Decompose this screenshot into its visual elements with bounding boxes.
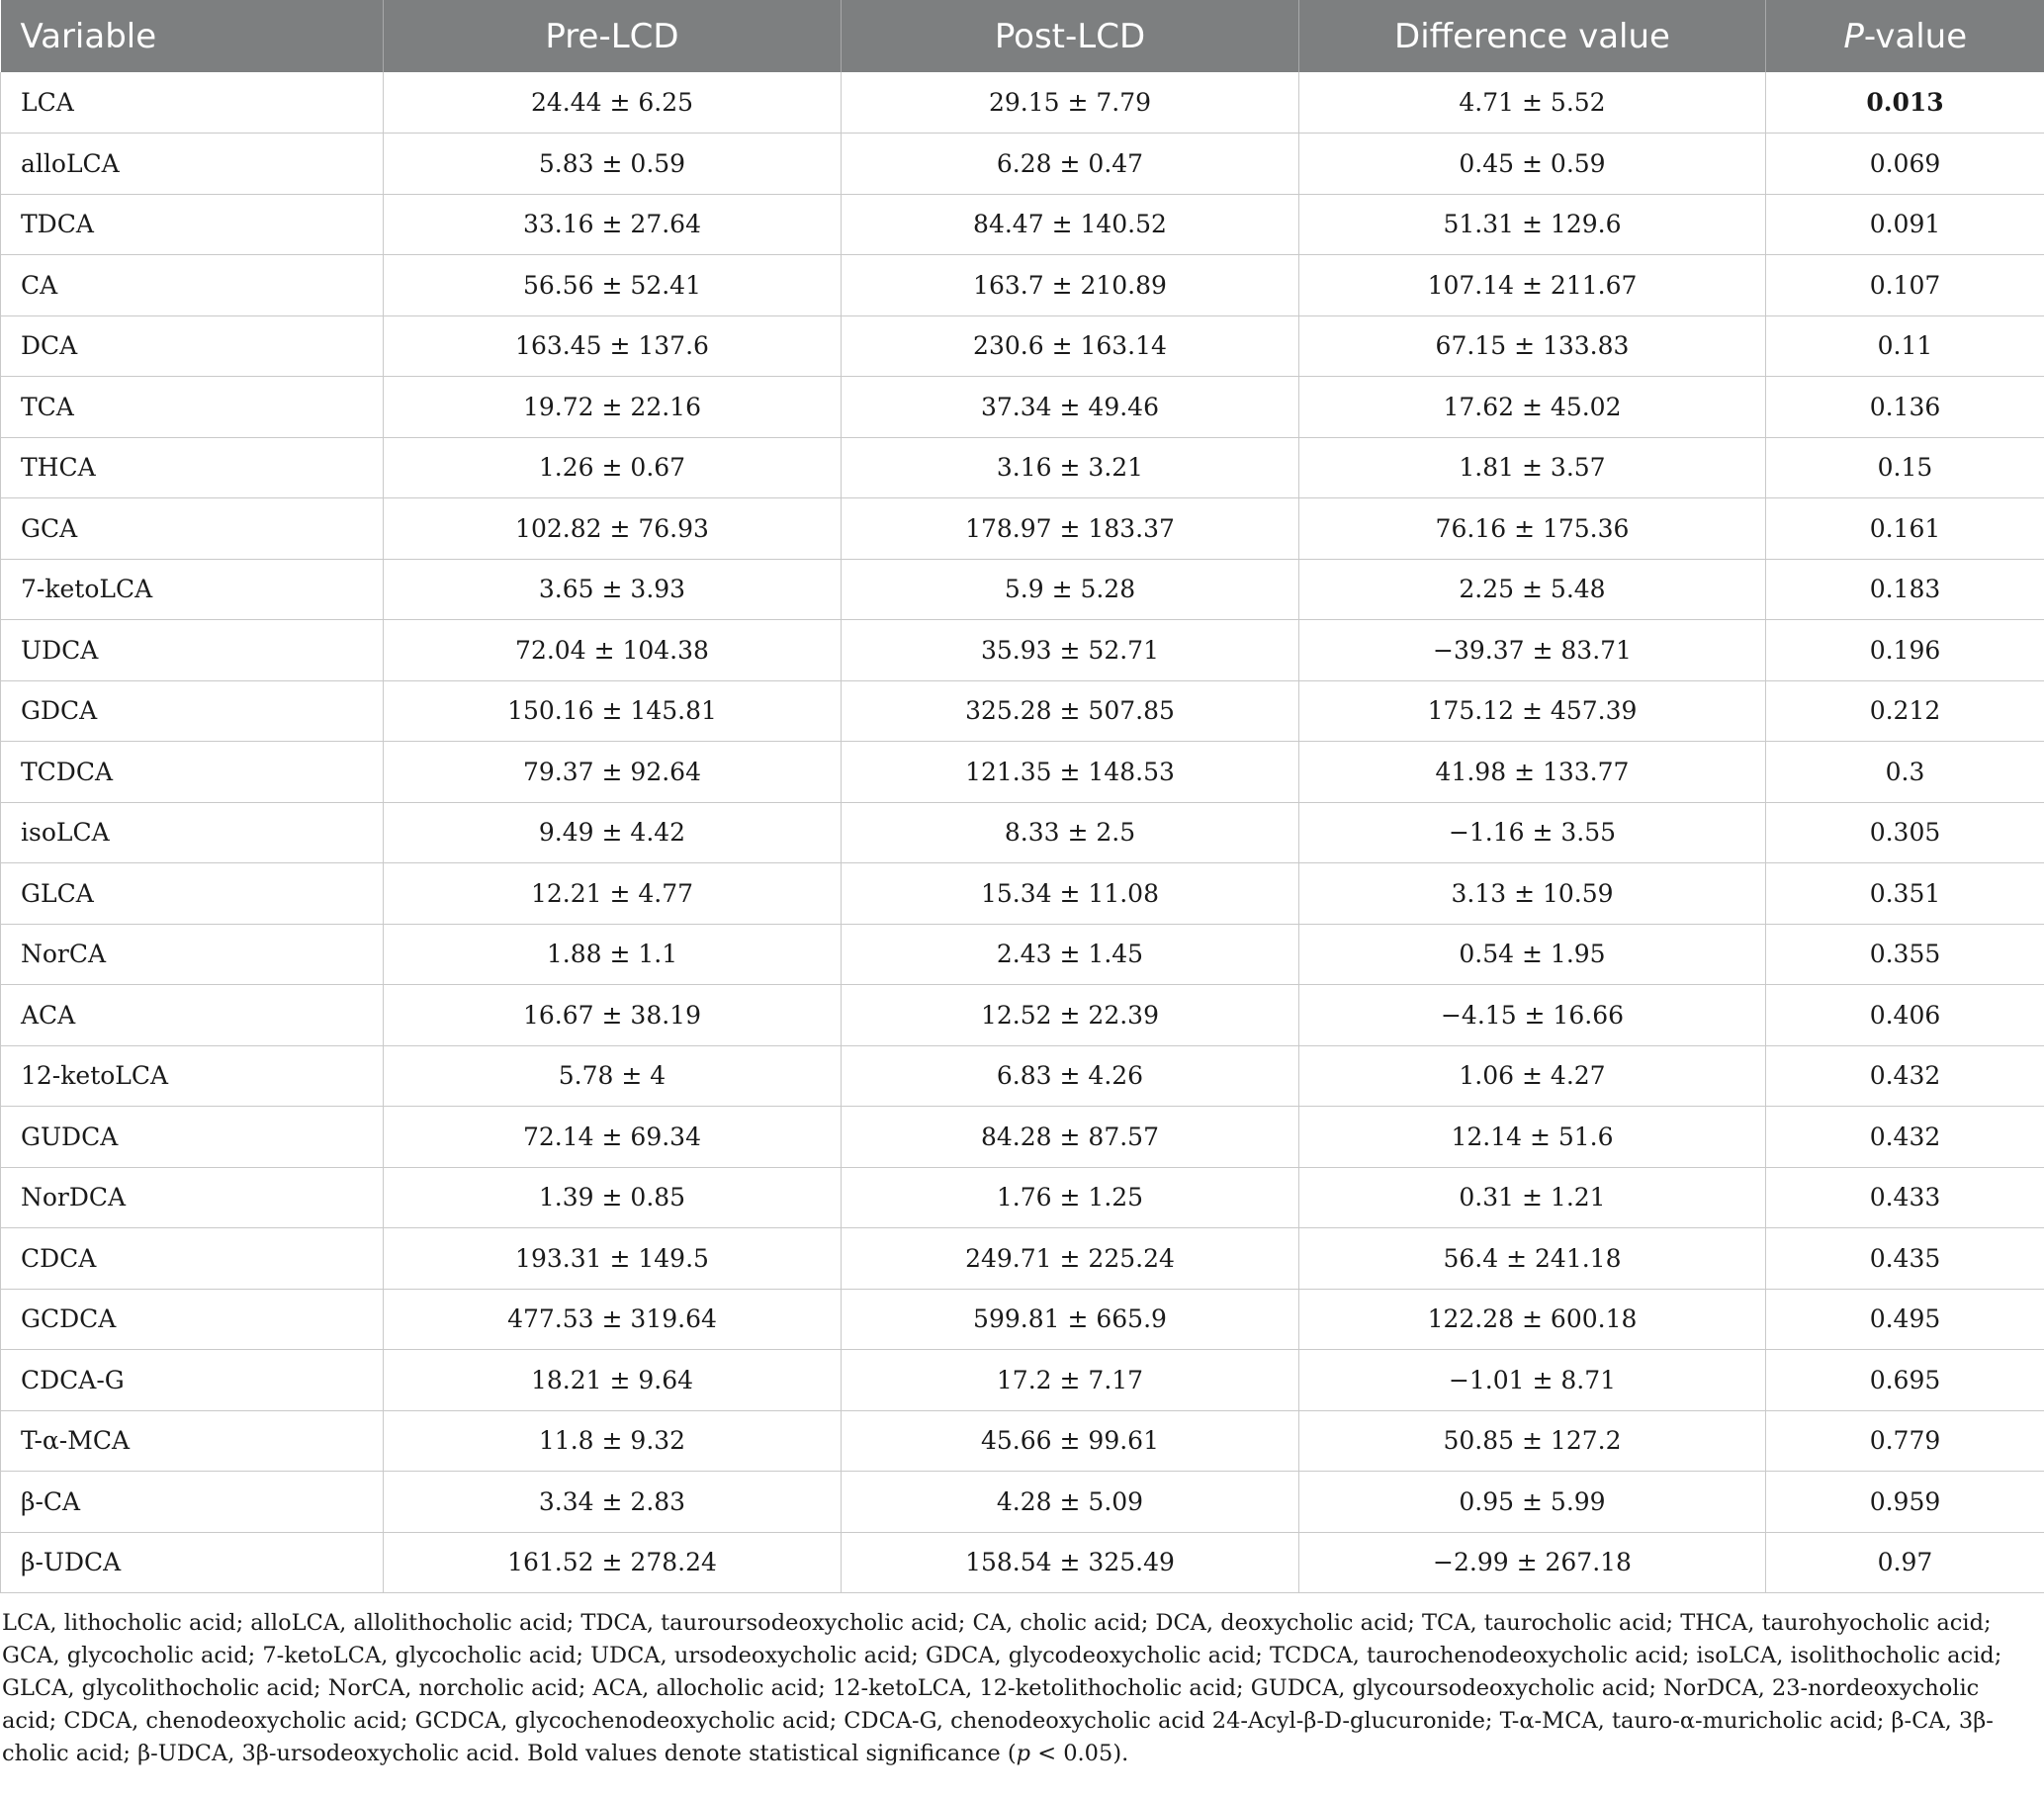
cell-difference: 1.81 ± 3.57 [1299, 437, 1766, 498]
cell-p-value: 0.091 [1766, 194, 2044, 255]
table-row [1, 680, 2044, 742]
cell-p-value: 0.433 [1766, 1167, 2044, 1228]
cell-variable: GUDCA [1, 1107, 384, 1168]
table-row [1, 315, 2044, 377]
table-row [1, 1350, 2044, 1411]
cell-variable: UDCA [1, 620, 384, 681]
cell-variable: ACA [1, 985, 384, 1046]
cell-post-lcd: 84.28 ± 87.57 [842, 1107, 1299, 1168]
cell-p-value: 0.959 [1766, 1472, 2044, 1533]
table-row [1, 1472, 2044, 1533]
cell-difference: 0.31 ± 1.21 [1299, 1167, 1766, 1228]
cell-post-lcd: 230.6 ± 163.14 [842, 315, 1299, 377]
cell-pre-lcd: 150.16 ± 145.81 [384, 680, 842, 742]
table-row [1, 72, 2044, 134]
table-row [1, 1532, 2044, 1593]
cell-post-lcd: 29.15 ± 7.79 [842, 72, 1299, 134]
cell-post-lcd: 249.71 ± 225.24 [842, 1228, 1299, 1290]
cell-p-value: 0.136 [1766, 377, 2044, 438]
cell-pre-lcd: 24.44 ± 6.25 [384, 72, 842, 134]
cell-pre-lcd: 477.53 ± 319.64 [384, 1289, 842, 1350]
table-row [1, 194, 2044, 255]
cell-difference: 175.12 ± 457.39 [1299, 680, 1766, 742]
cell-variable: CDCA [1, 1228, 384, 1290]
cell-variable: NorDCA [1, 1167, 384, 1228]
cell-post-lcd: 84.47 ± 140.52 [842, 194, 1299, 255]
cell-pre-lcd: 12.21 ± 4.77 [384, 863, 842, 925]
cell-variable: β-UDCA [1, 1532, 384, 1593]
cell-p-value: 0.212 [1766, 680, 2044, 742]
cell-difference: 0.95 ± 5.99 [1299, 1472, 1766, 1533]
cell-post-lcd: 178.97 ± 183.37 [842, 498, 1299, 560]
cell-difference: −2.99 ± 267.18 [1299, 1532, 1766, 1593]
cell-difference: 0.54 ± 1.95 [1299, 924, 1766, 985]
cell-post-lcd: 45.66 ± 99.61 [842, 1410, 1299, 1472]
cell-variable: β-CA [1, 1472, 384, 1533]
cell-difference: −1.16 ± 3.55 [1299, 802, 1766, 863]
table-body [1, 72, 2044, 1593]
cell-p-value: 0.97 [1766, 1532, 2044, 1593]
cell-pre-lcd: 1.26 ± 0.67 [384, 437, 842, 498]
header-p-suffix: -value [1863, 16, 1968, 56]
cell-variable: GCDCA [1, 1289, 384, 1350]
cell-pre-lcd: 193.31 ± 149.5 [384, 1228, 842, 1290]
cell-p-value: 0.355 [1766, 924, 2044, 985]
cell-difference: 1.06 ± 4.27 [1299, 1045, 1766, 1107]
cell-pre-lcd: 161.52 ± 278.24 [384, 1532, 842, 1593]
cell-variable: alloLCA [1, 134, 384, 195]
table-row [1, 437, 2044, 498]
table-row [1, 1107, 2044, 1168]
cell-p-value: 0.351 [1766, 863, 2044, 925]
table-row [1, 742, 2044, 803]
cell-post-lcd: 163.7 ± 210.89 [842, 255, 1299, 316]
cell-variable: isoLCA [1, 802, 384, 863]
cell-pre-lcd: 19.72 ± 22.16 [384, 377, 842, 438]
cell-difference: 4.71 ± 5.52 [1299, 72, 1766, 134]
cell-pre-lcd: 5.78 ± 4 [384, 1045, 842, 1107]
cell-difference: 17.62 ± 45.02 [1299, 377, 1766, 438]
cell-post-lcd: 121.35 ± 148.53 [842, 742, 1299, 803]
table-row [1, 134, 2044, 195]
cell-pre-lcd: 18.21 ± 9.64 [384, 1350, 842, 1411]
cell-post-lcd: 35.93 ± 52.71 [842, 620, 1299, 681]
table-row [1, 1228, 2044, 1290]
table-row [1, 1167, 2044, 1228]
cell-p-value: 0.107 [1766, 255, 2044, 316]
table-row [1, 1410, 2044, 1472]
cell-pre-lcd: 5.83 ± 0.59 [384, 134, 842, 195]
cell-p-value: 0.779 [1766, 1410, 2044, 1472]
header-p-value [1766, 0, 2044, 72]
cell-post-lcd: 37.34 ± 49.46 [842, 377, 1299, 438]
cell-variable: THCA [1, 437, 384, 498]
cell-pre-lcd: 72.14 ± 69.34 [384, 1107, 842, 1168]
header-post-lcd: Post-LCD [842, 0, 1299, 72]
cell-p-value: 0.013 [1766, 72, 2044, 134]
table-row [1, 498, 2044, 560]
table-row [1, 985, 2044, 1046]
cell-p-value: 0.3 [1766, 742, 2044, 803]
table-header [1, 0, 2044, 72]
cell-pre-lcd: 33.16 ± 27.64 [384, 194, 842, 255]
cell-difference: 0.45 ± 0.59 [1299, 134, 1766, 195]
cell-pre-lcd: 16.67 ± 38.19 [384, 985, 842, 1046]
cell-difference: 50.85 ± 127.2 [1299, 1410, 1766, 1472]
cell-post-lcd: 5.9 ± 5.28 [842, 559, 1299, 620]
cell-variable: DCA [1, 315, 384, 377]
cell-difference: −1.01 ± 8.71 [1299, 1350, 1766, 1411]
cell-p-value: 0.435 [1766, 1228, 2044, 1290]
cell-p-value: 0.196 [1766, 620, 2044, 681]
cell-difference: 51.31 ± 129.6 [1299, 194, 1766, 255]
footnote-p-italic: p [1016, 1741, 1031, 1766]
table-row [1, 863, 2044, 925]
cell-p-value: 0.432 [1766, 1045, 2044, 1107]
cell-pre-lcd: 1.39 ± 0.85 [384, 1167, 842, 1228]
cell-post-lcd: 6.28 ± 0.47 [842, 134, 1299, 195]
cell-post-lcd: 325.28 ± 507.85 [842, 680, 1299, 742]
cell-difference: 3.13 ± 10.59 [1299, 863, 1766, 925]
cell-variable: GDCA [1, 680, 384, 742]
table-row [1, 1045, 2044, 1107]
cell-variable: CDCA-G [1, 1350, 384, 1411]
cell-variable: T-α-MCA [1, 1410, 384, 1472]
cell-pre-lcd: 102.82 ± 76.93 [384, 498, 842, 560]
cell-difference: 41.98 ± 133.77 [1299, 742, 1766, 803]
table-row [1, 559, 2044, 620]
cell-pre-lcd: 3.65 ± 3.93 [384, 559, 842, 620]
cell-post-lcd: 599.81 ± 665.9 [842, 1289, 1299, 1350]
cell-variable: TCDCA [1, 742, 384, 803]
cell-p-value: 0.406 [1766, 985, 2044, 1046]
table-row [1, 802, 2044, 863]
cell-pre-lcd: 56.56 ± 52.41 [384, 255, 842, 316]
cell-pre-lcd: 9.49 ± 4.42 [384, 802, 842, 863]
cell-post-lcd: 158.54 ± 325.49 [842, 1532, 1299, 1593]
cell-p-value: 0.695 [1766, 1350, 2044, 1411]
cell-post-lcd: 17.2 ± 7.17 [842, 1350, 1299, 1411]
cell-p-value: 0.15 [1766, 437, 2044, 498]
cell-pre-lcd: 79.37 ± 92.64 [384, 742, 842, 803]
table-footnote [0, 1607, 2009, 1770]
cell-difference: 122.28 ± 600.18 [1299, 1289, 1766, 1350]
cell-difference: 76.16 ± 175.36 [1299, 498, 1766, 560]
cell-pre-lcd: 3.34 ± 2.83 [384, 1472, 842, 1533]
cell-variable: 12-ketoLCA [1, 1045, 384, 1107]
footnote-tail: < 0.05). [1030, 1741, 1129, 1766]
cell-p-value: 0.183 [1766, 559, 2044, 620]
header-p-italic: P [1843, 16, 1864, 56]
table-row [1, 377, 2044, 438]
cell-variable: 7-ketoLCA [1, 559, 384, 620]
header-difference: Difference value [1299, 0, 1766, 72]
cell-pre-lcd: 1.88 ± 1.1 [384, 924, 842, 985]
cell-post-lcd: 2.43 ± 1.45 [842, 924, 1299, 985]
cell-difference: 2.25 ± 5.48 [1299, 559, 1766, 620]
table-row [1, 1289, 2044, 1350]
cell-post-lcd: 8.33 ± 2.5 [842, 802, 1299, 863]
cell-p-value: 0.069 [1766, 134, 2044, 195]
cell-post-lcd: 4.28 ± 5.09 [842, 1472, 1299, 1533]
cell-p-value: 0.11 [1766, 315, 2044, 377]
cell-pre-lcd: 11.8 ± 9.32 [384, 1410, 842, 1472]
cell-difference: 56.4 ± 241.18 [1299, 1228, 1766, 1290]
header-pre-lcd: Pre-LCD [384, 0, 842, 72]
cell-variable: LCA [1, 72, 384, 134]
cell-difference: −39.37 ± 83.71 [1299, 620, 1766, 681]
cell-post-lcd: 12.52 ± 22.39 [842, 985, 1299, 1046]
cell-variable: GLCA [1, 863, 384, 925]
cell-post-lcd: 3.16 ± 3.21 [842, 437, 1299, 498]
cell-pre-lcd: 72.04 ± 104.38 [384, 620, 842, 681]
cell-p-value: 0.161 [1766, 498, 2044, 560]
cell-difference: 107.14 ± 211.67 [1299, 255, 1766, 316]
cell-pre-lcd: 163.45 ± 137.6 [384, 315, 842, 377]
cell-difference: −4.15 ± 16.66 [1299, 985, 1766, 1046]
cell-variable: GCA [1, 498, 384, 560]
table-row [1, 620, 2044, 681]
footnote-text: LCA, lithocholic acid; alloLCA, allolithocholic acid; TDCA, tauroursodeoxycholic acid; CA, cholic acid; DCA, deoxycholic acid; TCA, taurocholic acid; THCA, taurohyocholic acid; GCA, glycocholic acid; 7-ketoLCA, glycocholic acid; UDCA, ursodeoxycholic acid; GDCA, glycodeoxycholic acid; TCDCA, taurochenodeoxycholic acid; isoLCA, isolithocholic acid; GLCA, glycolithocholic acid; NorCA, norcholic acid; ACA, allocholic acid; 12-ketoLCA, 12-ketolithocholic acid; GUDCA, glycoursodeoxycholic acid; NorDCA, 23-nordeoxycholic acid; CDCA, chenodeoxycholic acid; GCDCA, glycochenodeoxycholic acid; CDCA-G, chenodeoxycholic acid 24-Acyl-β-D-glucuronide; T-α-MCA, tauro-α-muricholic acid; β-CA, 3β-cholic acid; β-UDCA, 3β-ursodeoxycholic acid. Bold values denote statistical significance ( [2, 1610, 2002, 1766]
cell-difference: 12.14 ± 51.6 [1299, 1107, 1766, 1168]
cell-variable: TDCA [1, 194, 384, 255]
cell-variable: CA [1, 255, 384, 316]
cell-variable: TCA [1, 377, 384, 438]
cell-p-value: 0.305 [1766, 802, 2044, 863]
table-row [1, 255, 2044, 316]
table-row [1, 924, 2044, 985]
cell-difference: 67.15 ± 133.83 [1299, 315, 1766, 377]
header-row [1, 0, 2044, 72]
cell-p-value: 0.432 [1766, 1107, 2044, 1168]
cell-post-lcd: 1.76 ± 1.25 [842, 1167, 1299, 1228]
header-variable: Variable [1, 0, 384, 72]
cell-post-lcd: 15.34 ± 11.08 [842, 863, 1299, 925]
cell-variable: NorCA [1, 924, 384, 985]
cell-p-value: 0.495 [1766, 1289, 2044, 1350]
cell-post-lcd: 6.83 ± 4.26 [842, 1045, 1299, 1107]
